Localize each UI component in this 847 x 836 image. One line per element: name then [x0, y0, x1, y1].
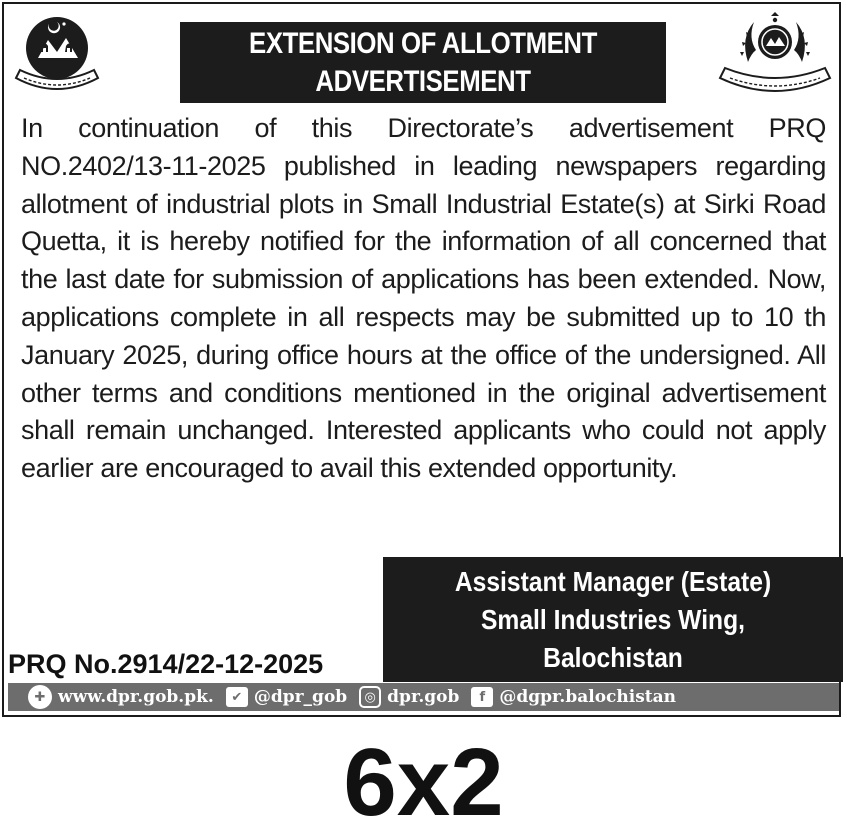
title-banner [180, 22, 666, 103]
signature-province: Balochistan [543, 641, 683, 673]
footer-instagram[interactable] [359, 686, 459, 708]
balochistan-govt-emblem-icon [10, 12, 104, 96]
footer-instagram-label: dpr.gob [387, 687, 460, 707]
signature-block [383, 557, 843, 682]
twitter-icon: ✔ [226, 687, 248, 707]
title-line-2: ADVERTISEMENT [315, 64, 531, 98]
title-line-1: EXTENSION OF ALLOTMENT [249, 26, 597, 60]
footer-facebook-label: @dgpr.balochistan [499, 687, 677, 707]
body-line: In continuation of this Directorate’s advertisement PRQ [21, 113, 826, 143]
ad-size-label: 6x2 [343, 729, 504, 836]
footer-website[interactable] [28, 685, 214, 709]
body-line: the last date for submission of applications has been extended. Now, [21, 264, 826, 295]
signature-department: Small Industries Wing, [480, 603, 745, 635]
body-line: applications complete in all respects may be submitted up to 10 th [21, 301, 826, 332]
footer-facebook[interactable] [471, 687, 676, 707]
body-line: NO.2402/13-11-2025 published in leading newspapers regarding [21, 150, 826, 181]
body-line: other terms and conditions mentioned in the original advertisement [21, 377, 826, 408]
body-line: shall remain unchanged. Interested applicants who could not apply [21, 415, 826, 446]
globe-icon: ✚ [28, 685, 52, 709]
footer-twitter[interactable] [226, 687, 347, 707]
footer-bar [8, 683, 839, 711]
body-line: Quetta, it is hereby notified for the information of all concerned that [21, 226, 826, 257]
notice-body [21, 110, 826, 488]
instagram-icon: ◎ [359, 686, 381, 708]
body-line: allotment of industrial plots in Small Industrial Estate(s) at Sirki Road [21, 188, 826, 219]
body-line: earlier are encouraged to avail this extended opportunity. [21, 453, 678, 484]
facebook-icon: f [471, 687, 493, 707]
body-line: January 2025, during office hours at the office of the undersigned. All [21, 339, 826, 370]
prq-number: PRQ No.2914/22-12-2025 [8, 649, 324, 679]
dgpr-balochistan-emblem-icon [716, 12, 834, 96]
footer-website-label: www.dpr.gob.pk. [58, 687, 214, 707]
footer-twitter-label: @dpr_gob [253, 687, 348, 707]
signature-designation: Assistant Manager (Estate) [454, 565, 772, 597]
